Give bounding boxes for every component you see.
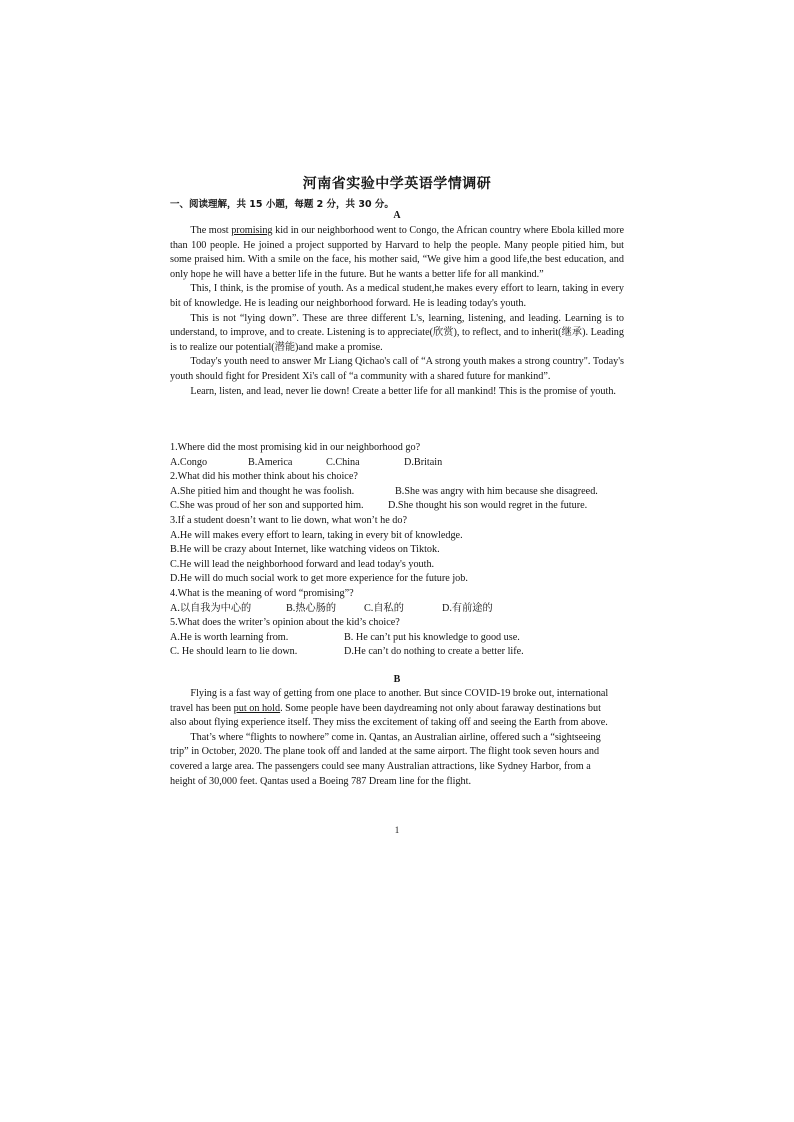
passage-a-paragraph-5: Learn, listen, and lead, never lie down! Create a better life for all mankind! This is the promise of youth. xyxy=(190,385,616,397)
passage-a-paragraph-4: Today's youth need to answer Mr Liang Qichao's call of “A strong youth makes a strong country". Today's youth should fight for President Xi's call of “a community with a shared future for mankind”. xyxy=(170,356,624,382)
passage-b-label: B xyxy=(393,674,401,685)
question-3-option-d: D.He will do much social work to get more experience for the future job. xyxy=(170,573,468,585)
passage-b xyxy=(170,687,615,789)
text-run: kid in our neighborhood went to Congo, the African country where Ebola killed more than 100 people. He joined a project supported by Harvard to help the people. Many people pitied him, but some praised him. With a smile on the face, his mother said, “We give him a good life,the best education, and only hope he will have a better life in the future. But he wants a better life for all mankind.” xyxy=(170,225,625,280)
option-b: B.America xyxy=(248,456,293,468)
passage-b-paragraph-1 xyxy=(170,687,615,731)
question-3-option-b: B.He will be crazy about Internet, like watching videos on Tiktok. xyxy=(170,544,440,556)
section-heading: 一、阅读理解，共 15 小题，每题 2 分，共 30 分。 xyxy=(170,199,394,210)
option-c: C.China xyxy=(326,456,360,468)
passage-a-paragraph-2: This, I think, is the promise of youth. As a medical student,he makes every effort to learn, taking in every bit of knowledge. He is leading our neighborhood forward. He is leading today's youth. xyxy=(170,283,624,309)
question-2-stem: 2.What did his mother think about his choice? xyxy=(170,471,358,483)
question-4-options xyxy=(170,602,624,617)
question-2-options-ab xyxy=(170,485,624,500)
question-3-option-c: C.He will lead the neighborhood forward and lead today's youth. xyxy=(170,558,435,570)
option-c: C. He should learn to lie down. xyxy=(170,646,298,658)
passage-b-paragraph-2: That’s where “flights to nowhere” come in. Qantas, an Australian airline, offered such a “sightseeing trip” in October, 2020. The plane took off and landed at the same airport. The flight took seven hours and covered a large area. The passengers could see many Australian attractions, like Sydney Harbor, from a height of 30,000 feet. Qantas used a Boeing 787 Dream line for the flight. xyxy=(170,731,601,787)
question-5-stem: 5.What does the writer’s opinion about the kid’s choice? xyxy=(170,617,400,629)
text-run: The most xyxy=(190,225,232,236)
option-a: A.He is worth learning from. xyxy=(170,631,289,643)
question-5-options-ab xyxy=(170,631,624,646)
question-1-options xyxy=(170,456,624,471)
page-title: 河南省实验中学英语学情调研 xyxy=(302,176,492,192)
question-4-stem: 4.What is the meaning of word “promising”? xyxy=(170,587,354,599)
option-a: A.以自我为中心的 xyxy=(170,602,252,614)
question-3-stem: 3.If a student doesn’t want to lie down, what won’t he do? xyxy=(170,514,408,526)
option-c: C.自私的 xyxy=(364,602,404,614)
option-d: D.有前途的 xyxy=(442,602,493,614)
option-b: B.热心肠的 xyxy=(286,602,337,614)
text-run: Flying is a fast way of getting from one place to another. But since COVID-19 broke out, international travel has been xyxy=(170,688,609,714)
option-b: B. He can’t put his knowledge to good use. xyxy=(344,631,520,643)
option-d: D.She thought his son would regret in the future. xyxy=(388,500,588,512)
underlined-phrase-put-on-hold: put on hold xyxy=(233,702,281,714)
question-3-option-a: A.He will makes every effort to learn, taking in every bit of knowledge. xyxy=(170,529,463,541)
passage-a-paragraph-3: This is not “lying down”. These are three different L's, learning, listening, and leading. Learning is to understand, to improve, and to create. Listening is to appreciate(欣赏), to reflect, and to inherit(继承). Leading is to realize our potential(潜能)and make a promise. xyxy=(170,312,624,353)
option-b: B.She was angry with him because she disagreed. xyxy=(395,485,598,497)
question-1-stem: 1.Where did the most promising kid in our neighborhood go? xyxy=(170,442,421,453)
question-5-options-cd xyxy=(170,645,624,660)
passage-a-paragraph-1 xyxy=(170,224,624,282)
underlined-word-promising: promising xyxy=(231,225,273,236)
page-number: 1 xyxy=(394,825,400,835)
questions-block xyxy=(170,441,624,660)
option-a: A.She pitied him and thought he was foolish. xyxy=(170,485,355,497)
option-d: D.Britain xyxy=(404,456,443,468)
question-2-options-cd xyxy=(170,499,624,514)
option-c: C.She was proud of her son and supported him. xyxy=(170,500,364,512)
option-d: D.He can’t do nothing to create a better life. xyxy=(344,646,524,658)
option-a: A.Congo xyxy=(170,456,208,468)
text-run: . Some people have been daydreaming not only about faraway destinations but also about flying experience itself. They miss the excitement of taking off and seeing the Earth from above. xyxy=(170,702,608,729)
passage-a xyxy=(170,224,624,399)
passage-a-label: A xyxy=(393,210,401,221)
